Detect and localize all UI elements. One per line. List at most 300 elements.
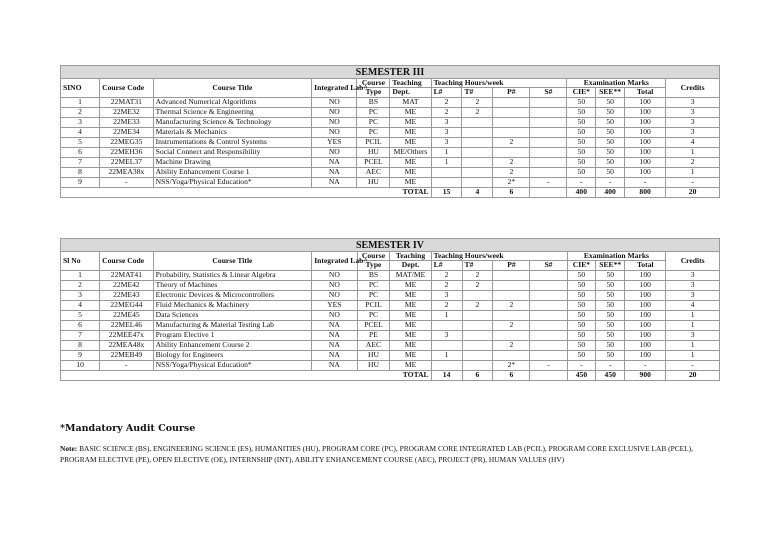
cell-p: 2 bbox=[493, 340, 530, 350]
cell-cie: 50 bbox=[567, 280, 596, 290]
cell-credits: 3 bbox=[666, 280, 720, 290]
cell-t: 2 bbox=[462, 97, 493, 107]
cell-integrated-lab: NO bbox=[312, 147, 357, 157]
cell-p bbox=[493, 310, 530, 320]
cell-see: 50 bbox=[596, 350, 625, 360]
total-p: 6 bbox=[493, 187, 530, 197]
cell-integrated-lab: NA bbox=[312, 340, 357, 350]
cell-t bbox=[462, 350, 493, 360]
cell-integrated-lab: NO bbox=[312, 127, 357, 137]
cell-course-code: 22ME32 bbox=[100, 107, 154, 117]
cell-l: 1 bbox=[431, 350, 462, 360]
semester-4-table bbox=[60, 238, 720, 381]
audit-footnote: *Mandatory Audit Course bbox=[60, 423, 196, 434]
cell-sino: 9 bbox=[61, 177, 100, 187]
cell-credits: 3 bbox=[666, 97, 720, 107]
col-p: P# bbox=[493, 261, 530, 270]
cell-p bbox=[493, 290, 530, 300]
col-dept: Dept. bbox=[390, 88, 431, 97]
cell-type: BS bbox=[357, 270, 390, 280]
cell-credits: 1 bbox=[666, 320, 720, 330]
semester-4-rows bbox=[61, 270, 720, 380]
col-teaching-hours: Teaching Hours/week bbox=[431, 252, 567, 261]
cell-dept: ME bbox=[390, 280, 431, 290]
cell-see: 50 bbox=[596, 300, 625, 310]
table-row bbox=[61, 97, 720, 107]
table-row bbox=[61, 157, 720, 167]
cell-course-title: Program Elective 1 bbox=[153, 330, 312, 340]
cell-p bbox=[493, 147, 530, 157]
cell-integrated-lab: NA bbox=[312, 330, 357, 340]
col-cie: CIE* bbox=[567, 261, 596, 270]
cell-cie: 50 bbox=[567, 167, 596, 177]
cell-cie: 50 bbox=[567, 147, 596, 157]
cell-t bbox=[462, 117, 493, 127]
cell-course-code: 22MAT41 bbox=[100, 270, 154, 280]
cell-course-code: 22MEL46 bbox=[100, 320, 154, 330]
total-t: 6 bbox=[462, 370, 493, 380]
cell-credits: 1 bbox=[666, 340, 720, 350]
cell-s bbox=[530, 340, 567, 350]
cell-sino: 10 bbox=[61, 360, 100, 370]
cell-credits: 3 bbox=[666, 290, 720, 300]
col-exam-marks: Examination Marks bbox=[567, 252, 666, 261]
cell-total: 100 bbox=[625, 330, 666, 340]
table-row bbox=[61, 320, 720, 330]
cell-type: PC bbox=[357, 117, 390, 127]
cell-p bbox=[493, 127, 530, 137]
cell-course-title: Electronic Devices & Microcontrollers bbox=[153, 290, 312, 300]
cell-p bbox=[493, 97, 530, 107]
cell-t: 2 bbox=[462, 107, 493, 117]
col-l: L# bbox=[431, 88, 462, 97]
cell-course-code: 22MEG35 bbox=[100, 137, 154, 147]
cell-type: PC bbox=[357, 107, 390, 117]
cell-credits: 3 bbox=[666, 270, 720, 280]
cell-t bbox=[462, 290, 493, 300]
cell-course-code: 22MEH36 bbox=[100, 147, 154, 157]
cell-see: 50 bbox=[596, 310, 625, 320]
cell-type: PCEL bbox=[357, 320, 390, 330]
cell-course-title: Fluid Mechanics & Machinery bbox=[153, 300, 312, 310]
col-course-title: Course Title bbox=[153, 79, 312, 98]
abbreviation-note bbox=[60, 443, 720, 465]
cell-see: 50 bbox=[596, 147, 625, 157]
cell-cie: 50 bbox=[567, 340, 596, 350]
col-total: Total bbox=[625, 261, 666, 270]
cell-total: 100 bbox=[625, 310, 666, 320]
cell-course-code: 22ME42 bbox=[100, 280, 154, 290]
cell-total: 100 bbox=[625, 340, 666, 350]
col-teaching: Teaching bbox=[390, 79, 431, 88]
cell-s bbox=[530, 97, 567, 107]
cell-total: 100 bbox=[625, 107, 666, 117]
cell-course-title: Manufacturing & Material Testing Lab bbox=[153, 320, 312, 330]
cell-p: 2 bbox=[493, 157, 530, 167]
cell-p bbox=[493, 107, 530, 117]
col-exam-marks: Examination Marks bbox=[567, 79, 666, 88]
cell-course-code: - bbox=[100, 177, 154, 187]
cell-cie: 50 bbox=[567, 137, 596, 147]
cell-l: 1 bbox=[431, 157, 462, 167]
cell-s: - bbox=[530, 177, 567, 187]
col-t: T# bbox=[462, 261, 493, 270]
cell-total: 100 bbox=[625, 290, 666, 300]
cell-credits: 3 bbox=[666, 107, 720, 117]
cell-dept: ME bbox=[390, 157, 431, 167]
cell-course-code: 22ME43 bbox=[100, 290, 154, 300]
cell-cie: 50 bbox=[567, 157, 596, 167]
cell-course-title: Biology for Engineers bbox=[153, 350, 312, 360]
col-type: Type bbox=[357, 261, 390, 270]
cell-sino: 2 bbox=[61, 280, 100, 290]
cell-type: HU bbox=[357, 360, 390, 370]
cell-s: - bbox=[530, 360, 567, 370]
table-row bbox=[61, 270, 720, 280]
col-l: L# bbox=[431, 261, 462, 270]
cell-s bbox=[530, 310, 567, 320]
cell-course-code: 22MEA38x bbox=[100, 167, 154, 177]
table-row bbox=[61, 280, 720, 290]
cell-integrated-lab: NO bbox=[312, 107, 357, 117]
col-integrated-lab: Integrated Lab^ bbox=[312, 79, 357, 98]
total-row bbox=[61, 187, 720, 197]
cell-t bbox=[462, 167, 493, 177]
cell-see: 50 bbox=[596, 97, 625, 107]
cell-l: 1 bbox=[431, 147, 462, 157]
cell-p bbox=[493, 350, 530, 360]
cell-dept: ME bbox=[390, 107, 431, 117]
total-cie: 450 bbox=[567, 370, 596, 380]
cell-p: 2 bbox=[493, 300, 530, 310]
cell-type: PC bbox=[357, 290, 390, 300]
cell-course-code: 22MAT31 bbox=[100, 97, 154, 107]
cell-t bbox=[462, 320, 493, 330]
cell-course-title: Machine Drawing bbox=[153, 157, 312, 167]
cell-sino: 6 bbox=[61, 320, 100, 330]
cell-l bbox=[431, 177, 462, 187]
cell-integrated-lab: NA bbox=[312, 177, 357, 187]
cell-credits: - bbox=[666, 177, 720, 187]
cell-t bbox=[462, 340, 493, 350]
cell-cie: 50 bbox=[567, 330, 596, 340]
table-row bbox=[61, 127, 720, 137]
cell-integrated-lab: NO bbox=[312, 117, 357, 127]
cell-see: 50 bbox=[596, 137, 625, 147]
cell-integrated-lab: NO bbox=[312, 310, 357, 320]
cell-total: 100 bbox=[625, 270, 666, 280]
cell-dept: ME bbox=[390, 117, 431, 127]
cell-course-code: 22MEA48x bbox=[100, 340, 154, 350]
cell-l: 3 bbox=[431, 127, 462, 137]
cell-t bbox=[462, 330, 493, 340]
cell-p: 2* bbox=[493, 177, 530, 187]
cell-l bbox=[431, 360, 462, 370]
cell-l: 2 bbox=[431, 270, 462, 280]
cell-dept: ME/Others bbox=[390, 147, 431, 157]
cell-course-code: 22ME33 bbox=[100, 117, 154, 127]
cell-credits: 3 bbox=[666, 117, 720, 127]
cell-dept: ME bbox=[390, 320, 431, 330]
cell-sino: 3 bbox=[61, 117, 100, 127]
col-type: Type bbox=[357, 88, 390, 97]
cell-type: HU bbox=[357, 350, 390, 360]
cell-t bbox=[462, 360, 493, 370]
cell-cie: 50 bbox=[567, 270, 596, 280]
cell-sino: 2 bbox=[61, 107, 100, 117]
table-row bbox=[61, 147, 720, 157]
cell-total: 100 bbox=[625, 350, 666, 360]
cell-s bbox=[530, 107, 567, 117]
cell-credits: - bbox=[666, 360, 720, 370]
total-label: TOTAL bbox=[61, 370, 432, 380]
cell-see: 50 bbox=[596, 280, 625, 290]
col-course: Course bbox=[357, 79, 390, 88]
cell-sino: 7 bbox=[61, 330, 100, 340]
cell-course-title: NSS/Yoga/Physical Education* bbox=[153, 360, 312, 370]
cell-see: 50 bbox=[596, 290, 625, 300]
total-l: 14 bbox=[431, 370, 462, 380]
cell-total: 100 bbox=[625, 167, 666, 177]
total-credits: 20 bbox=[666, 187, 720, 197]
cell-integrated-lab: NA bbox=[312, 320, 357, 330]
col-s: S# bbox=[530, 88, 567, 97]
cell-dept: ME bbox=[390, 290, 431, 300]
table-row bbox=[61, 310, 720, 320]
cell-integrated-lab: NO bbox=[312, 290, 357, 300]
cell-course-code: 22ME34 bbox=[100, 127, 154, 137]
cell-l: 3 bbox=[431, 137, 462, 147]
total-row bbox=[61, 370, 720, 380]
cell-see: 50 bbox=[596, 320, 625, 330]
col-s: S# bbox=[530, 261, 567, 270]
cell-t bbox=[462, 147, 493, 157]
cell-course-code: 22MEL37 bbox=[100, 157, 154, 167]
cell-p: 2 bbox=[493, 167, 530, 177]
col-course-code: Course Code bbox=[100, 252, 154, 271]
cell-total: 100 bbox=[625, 97, 666, 107]
cell-dept: ME bbox=[390, 137, 431, 147]
table-row bbox=[61, 360, 720, 370]
col-p: P# bbox=[493, 88, 530, 97]
cell-integrated-lab: NA bbox=[312, 350, 357, 360]
table-row bbox=[61, 167, 720, 177]
col-course: Course bbox=[357, 252, 390, 261]
table-row bbox=[61, 117, 720, 127]
cell-p: 2 bbox=[493, 320, 530, 330]
semester-title: SEMESTER III bbox=[61, 66, 720, 79]
cell-course-title: Materials & Mechanics bbox=[153, 127, 312, 137]
total-s bbox=[530, 187, 567, 197]
cell-dept: ME bbox=[390, 360, 431, 370]
table-row bbox=[61, 340, 720, 350]
cell-course-title: Ability Enhancement Course 2 bbox=[153, 340, 312, 350]
semester-3-table bbox=[60, 65, 720, 198]
total-s bbox=[530, 370, 567, 380]
cell-s bbox=[530, 137, 567, 147]
cell-sino: 5 bbox=[61, 137, 100, 147]
col-credits: Credits bbox=[666, 252, 720, 271]
cell-type: AEC bbox=[357, 167, 390, 177]
cell-credits: 4 bbox=[666, 300, 720, 310]
cell-integrated-lab: NA bbox=[312, 167, 357, 177]
cell-l bbox=[431, 167, 462, 177]
cell-type: PC bbox=[357, 280, 390, 290]
col-course-title: Course Title bbox=[153, 252, 312, 271]
cell-credits: 1 bbox=[666, 350, 720, 360]
cell-total: 100 bbox=[625, 157, 666, 167]
cell-type: PCIL bbox=[357, 300, 390, 310]
cell-credits: 3 bbox=[666, 127, 720, 137]
cell-cie: 50 bbox=[567, 310, 596, 320]
cell-s bbox=[530, 300, 567, 310]
cell-see: - bbox=[596, 177, 625, 187]
cell-cie: 50 bbox=[567, 350, 596, 360]
total-t: 4 bbox=[462, 187, 493, 197]
cell-total: - bbox=[625, 177, 666, 187]
cell-see: 50 bbox=[596, 127, 625, 137]
cell-s bbox=[530, 270, 567, 280]
cell-course-code: 22MEB49 bbox=[100, 350, 154, 360]
cell-dept: ME bbox=[390, 310, 431, 320]
cell-dept: ME bbox=[390, 177, 431, 187]
cell-l: 1 bbox=[431, 310, 462, 320]
cell-course-title: Theory of Machines bbox=[153, 280, 312, 290]
cell-dept: ME bbox=[390, 330, 431, 340]
cell-integrated-lab: YES bbox=[312, 300, 357, 310]
cell-s bbox=[530, 280, 567, 290]
total-marks: 800 bbox=[625, 187, 666, 197]
cell-dept: ME bbox=[390, 127, 431, 137]
cell-course-code: 22ME45 bbox=[100, 310, 154, 320]
cell-cie: 50 bbox=[567, 107, 596, 117]
cell-s bbox=[530, 350, 567, 360]
cell-cie: - bbox=[567, 177, 596, 187]
total-cie: 400 bbox=[567, 187, 596, 197]
cell-sino: 4 bbox=[61, 300, 100, 310]
cell-integrated-lab: NA bbox=[312, 360, 357, 370]
table-row bbox=[61, 177, 720, 187]
cell-dept: ME bbox=[390, 350, 431, 360]
cell-s bbox=[530, 330, 567, 340]
cell-see: 50 bbox=[596, 157, 625, 167]
col-integrated-lab: Integrated Lab^ bbox=[312, 252, 357, 271]
total-label: TOTAL bbox=[61, 187, 432, 197]
cell-type: HU bbox=[357, 147, 390, 157]
cell-sino: 6 bbox=[61, 147, 100, 157]
cell-t bbox=[462, 127, 493, 137]
cell-type: PC bbox=[357, 127, 390, 137]
total-see: 450 bbox=[596, 370, 625, 380]
note-label: Note: bbox=[60, 444, 78, 453]
cell-type: BS bbox=[357, 97, 390, 107]
cell-course-title: NSS/Yoga/Physical Education* bbox=[153, 177, 312, 187]
table-row bbox=[61, 350, 720, 360]
cell-integrated-lab: YES bbox=[312, 137, 357, 147]
col-total: Total bbox=[625, 88, 666, 97]
cell-t bbox=[462, 137, 493, 147]
cell-l: 2 bbox=[431, 300, 462, 310]
cell-sino: 8 bbox=[61, 167, 100, 177]
cell-credits: 1 bbox=[666, 147, 720, 157]
cell-l bbox=[431, 320, 462, 330]
note-text: BASIC SCIENCE (BS), ENGINEERING SCIENCE (ES), HUMANITIES (HU), PROGRAM CORE (PC), PROGRAM CORE INTEGRATED LAB (PCIL), PROGRAM CORE EXCLUSIVE LAB (PCEL), PROGRAM ELECTIVE (PE), OPEN ELECTIVE (OE), INTERNSHIP (INT), ABILITY ENHANCEMENT COURSE (AEC), PROJECT (PR), HUMAN VALUES (HV) bbox=[60, 444, 693, 465]
cell-course-code: 22MEG44 bbox=[100, 300, 154, 310]
cell-total: 100 bbox=[625, 137, 666, 147]
col-dept: Dept. bbox=[390, 261, 431, 270]
cell-dept: ME bbox=[390, 340, 431, 350]
col-teaching-hours: Teaching Hours/week bbox=[431, 79, 567, 88]
cell-sino: 8 bbox=[61, 340, 100, 350]
cell-type: HU bbox=[357, 177, 390, 187]
total-marks: 900 bbox=[625, 370, 666, 380]
cell-cie: 50 bbox=[567, 290, 596, 300]
col-credits: Credits bbox=[666, 79, 720, 98]
table-row bbox=[61, 107, 720, 117]
cell-dept: ME bbox=[390, 167, 431, 177]
cell-s bbox=[530, 320, 567, 330]
cell-p bbox=[493, 117, 530, 127]
cell-type: PE bbox=[357, 330, 390, 340]
cell-integrated-lab: NA bbox=[312, 157, 357, 167]
col-see: SEE** bbox=[596, 261, 625, 270]
cell-credits: 4 bbox=[666, 137, 720, 147]
cell-sino: 3 bbox=[61, 290, 100, 300]
total-credits: 20 bbox=[666, 370, 720, 380]
cell-p bbox=[493, 330, 530, 340]
cell-credits: 1 bbox=[666, 310, 720, 320]
cell-dept: ME bbox=[390, 300, 431, 310]
cell-course-title: Probability, Statistics & Linear Algebra bbox=[153, 270, 312, 280]
cell-cie: 50 bbox=[567, 300, 596, 310]
table-row bbox=[61, 290, 720, 300]
cell-integrated-lab: NO bbox=[312, 270, 357, 280]
cell-credits: 2 bbox=[666, 157, 720, 167]
cell-l: 2 bbox=[431, 280, 462, 290]
cell-p: 2 bbox=[493, 137, 530, 147]
cell-p bbox=[493, 270, 530, 280]
cell-sino: 5 bbox=[61, 310, 100, 320]
cell-l: 2 bbox=[431, 107, 462, 117]
cell-sino: 7 bbox=[61, 157, 100, 167]
cell-total: 100 bbox=[625, 320, 666, 330]
cell-p bbox=[493, 280, 530, 290]
cell-l: 3 bbox=[431, 330, 462, 340]
cell-sino: 1 bbox=[61, 270, 100, 280]
cell-course-title: Ability Enhancement Course 1 bbox=[153, 167, 312, 177]
cell-cie: 50 bbox=[567, 117, 596, 127]
cell-see: 50 bbox=[596, 270, 625, 280]
cell-total: 100 bbox=[625, 117, 666, 127]
cell-total: 100 bbox=[625, 147, 666, 157]
col-sino: SINO bbox=[61, 79, 100, 98]
cell-t bbox=[462, 157, 493, 167]
cell-course-title: Instrumentations & Control Systems bbox=[153, 137, 312, 147]
cell-type: PCEL bbox=[357, 157, 390, 167]
cell-course-code: - bbox=[100, 360, 154, 370]
cell-integrated-lab: NO bbox=[312, 280, 357, 290]
cell-l bbox=[431, 340, 462, 350]
cell-see: 50 bbox=[596, 107, 625, 117]
cell-course-code: 22MEE47x bbox=[100, 330, 154, 340]
cell-t bbox=[462, 310, 493, 320]
cell-see: - bbox=[596, 360, 625, 370]
cell-s bbox=[530, 290, 567, 300]
cell-sino: 1 bbox=[61, 97, 100, 107]
cell-s bbox=[530, 157, 567, 167]
cell-cie: - bbox=[567, 360, 596, 370]
table-row bbox=[61, 137, 720, 147]
